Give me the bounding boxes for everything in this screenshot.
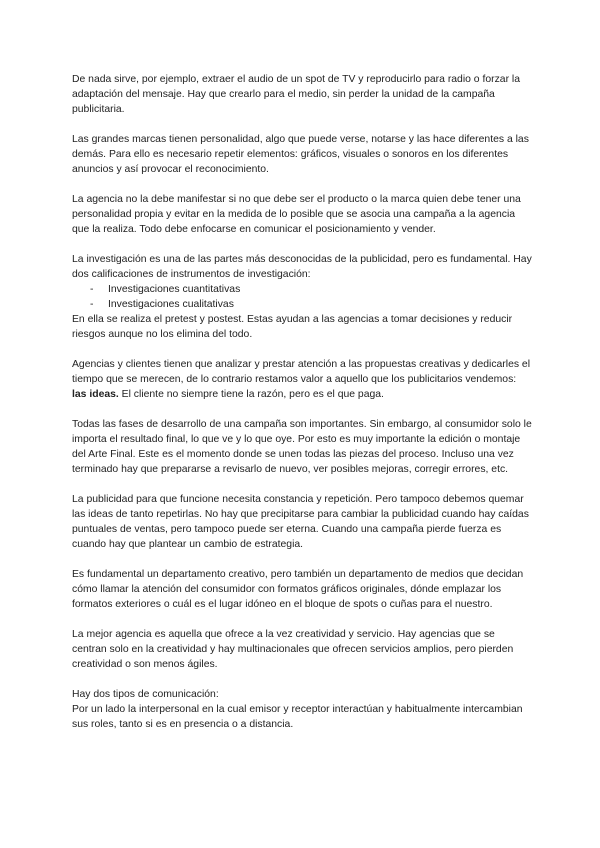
research-intro: La investigación es una de las partes más desconocidas de la publicidad, pero es fundamental. Hay dos calificaciones de instrumentos de investigación:	[72, 254, 532, 280]
paragraph-audio-adaptation: De nada sirve, por ejemplo, extraer el audio de un spot de TV y reproducirlo para radio o forzar la adaptación del mensaje. Hay que crearlo para el medio, sin perder la unidad de la campaña publicitaria.	[72, 74, 521, 115]
creative-proposals-text: Agencias y clientes tienen que analizar y prestar atención a las propuestas creativas y dedicarles el tiempo que se merecen, de lo contrario restamos valor a aquello que los publicitarios vendemos:	[72, 359, 531, 385]
research-conclusion: En ella se realiza el pretest y postest. Estas ayudan a las agencias a tomar decisiones y reducir riesgos aunque no los elimina del todo.	[72, 314, 513, 340]
paragraph-creative-proposals	[72, 357, 532, 402]
emphasis-ideas: las ideas.	[72, 389, 119, 400]
list-marker: -	[90, 299, 94, 310]
list-item	[72, 297, 532, 312]
paragraph-communication-types	[72, 687, 532, 732]
paragraph-media-department: Es fundamental un departamento creativo, pero también un departamento de medios que decidan cómo llamar la atención del consumidor con formatos gráficos originales, dónde emplazar los formatos exteriores o cuál es el lugar idóneo en el bloque de spots o cuñas para el nuestro.	[72, 569, 524, 610]
list-marker: -	[90, 284, 94, 295]
paragraph-brand-personality: Las grandes marcas tienen personalidad, algo que puede verse, notarse y las hace diferentes a las demás. Para ello es necesario repetir elementos: gráficos, visuales o sonoros en los diferentes anuncios y así provocar el reconocimiento.	[72, 134, 529, 175]
paragraph-agency-personality: La agencia no la debe manifestar si no que debe ser el producto o la marca quien debe tener una personalidad propia y evitar en la medida de lo posible que se asocia una campaña a la agencia que la realiza. Todo debe enfocarse en comunicar el posicionamiento y vender.	[72, 194, 521, 235]
creative-proposals-text-end: El cliente no siempre tiene la razón, pero es el que paga.	[118, 389, 384, 400]
paragraph-campaign-phases: Todas las fases de desarrollo de una campaña son importantes. Sin embargo, al consumidor solo le importa el resultado final, lo que ve y lo que oye. Por esto es muy importante la edición o montaje del Arte Final. Este es el momento donde se unen todas las piezas del proceso. Incluso una vez terminado hay que prepararse a revisarlo de nuevo, ver posibles mejoras, corregir errores, etc.	[72, 419, 532, 475]
list-item-label: Investigaciones cuantitativas	[108, 284, 241, 295]
paragraph-constancy-repetition: La publicidad para que funcione necesita constancia y repetición. Pero tampoco debemos quemar las ideas de tanto repetirlas. No hay que precipitarse para cambiar la publicidad cuando hay caídas puntuales de ventas, pero tampoco puede ser eterna. Cuando una campaña pierde fuerza es cuando hay que plantear un cambio de estrategia.	[72, 494, 529, 550]
paragraph-best-agency: La mejor agencia es aquella que ofrece a la vez creatividad y servicio. Hay agencias que se centran solo en la creatividad y hay multinacionales que ofrecen servicios amplios, pero pierden creatividad o son menos ágiles.	[72, 629, 514, 670]
list-item-label: Investigaciones cualitativas	[108, 299, 234, 310]
document-page	[72, 72, 532, 732]
research-types-list	[72, 282, 532, 312]
list-item	[72, 282, 532, 297]
communication-types-heading: Hay dos tipos de comunicación:	[72, 689, 219, 700]
communication-interpersonal: Por un lado la interpersonal en la cual emisor y receptor interactúan y habitualmente intercambian sus roles, tanto si es en presencia o a distancia.	[72, 704, 523, 730]
paragraph-research	[72, 252, 532, 342]
